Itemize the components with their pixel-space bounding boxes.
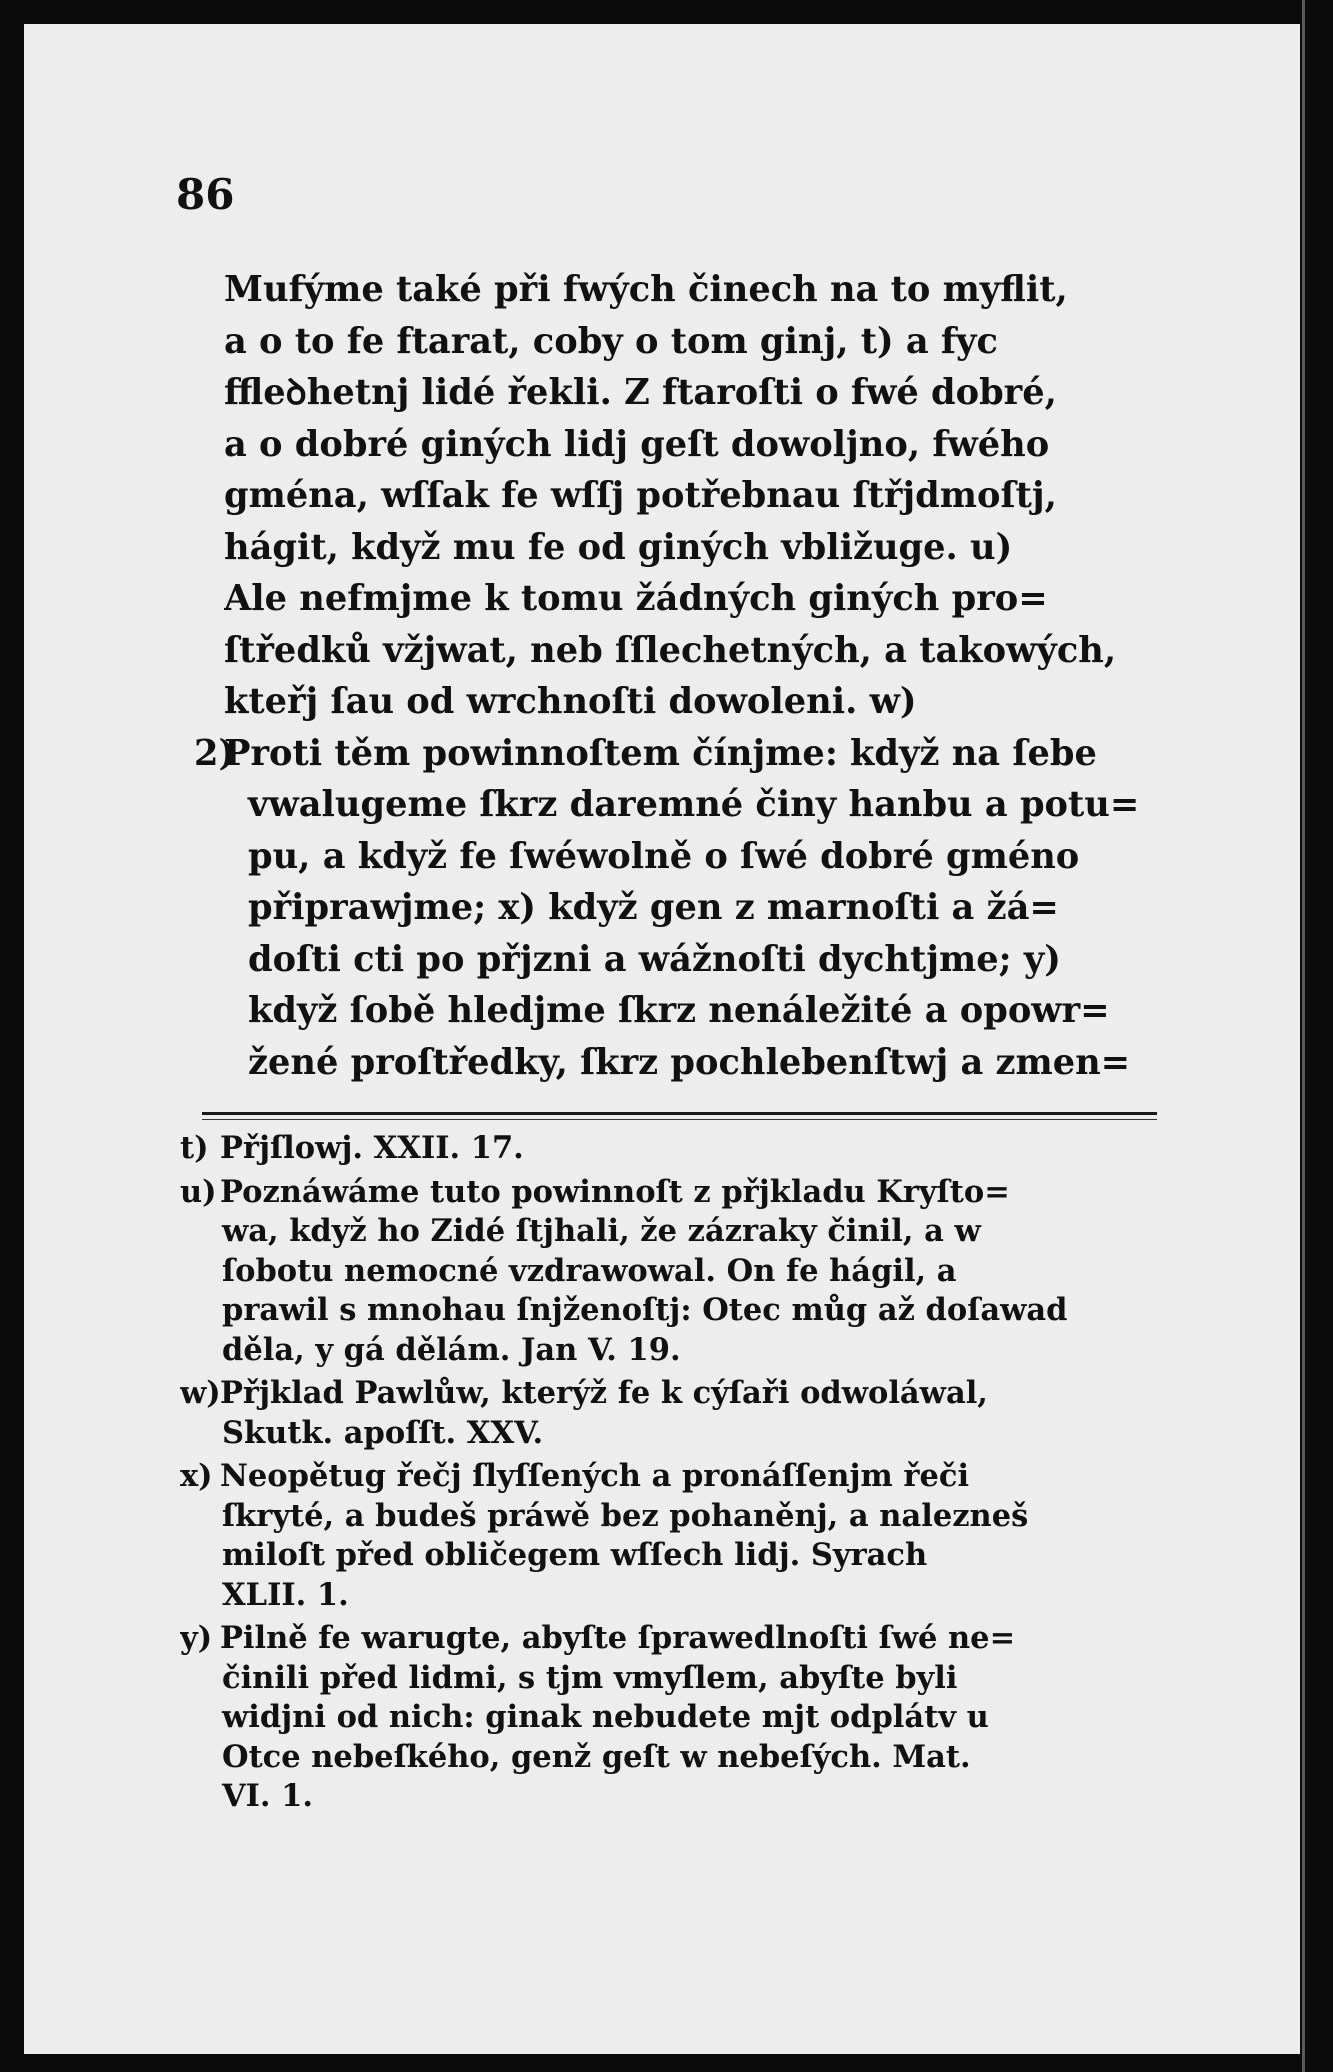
text-line: Ale nefmjme k tomu žádných giných pro= xyxy=(224,578,1048,619)
footnote-text: Přjſlowj. XXII. 17. xyxy=(220,1130,524,1166)
footnote-line: XLII. 1. xyxy=(222,1576,349,1613)
footnote xyxy=(180,1173,1160,1371)
text-line: Mufýme také při fwých činech na to myflit, xyxy=(224,269,1068,310)
main-text xyxy=(194,264,1154,1088)
footnote-separator-thin xyxy=(202,1119,1157,1120)
text-line: vwalugeme ſkrz daremné činy hanbu a potu= xyxy=(248,784,1140,825)
footnote-marker: w) xyxy=(180,1375,221,1411)
text-line: když ſobě hledjme ſkrz nenáležité a opowr= xyxy=(248,990,1110,1031)
text-line: ffleꝺhetnj lidé řekli. Z ftaroſti o fwé dobré, xyxy=(224,372,1057,413)
footnote xyxy=(180,1457,1160,1615)
text-line: a o dobré giných lidj geſt dowoljno, fwého xyxy=(224,423,1050,465)
footnote-first-line xyxy=(180,1374,1160,1414)
page-edge-line xyxy=(1302,0,1305,2072)
footnote xyxy=(180,1619,1160,1817)
list-item-2 xyxy=(194,728,1154,1089)
footnote-separator xyxy=(202,1112,1157,1115)
footnote-marker: t) xyxy=(180,1130,209,1166)
footnote-line: prawil s mnohau ſnjženoſtj: Otec můg až doſawad xyxy=(222,1292,1068,1328)
footnote-first-line xyxy=(180,1457,1160,1497)
footnote-text: Pilně fe warugte, abyſte ſprawedlnoſti ſwé ne= xyxy=(220,1620,1016,1656)
text-line: gména, wſſak fe wſſj potřebnau ſtřjdmoſtj, xyxy=(224,475,1057,516)
footnote-line: wa, když ho Zidé ſtjhali, že zázraky činil, a w xyxy=(222,1213,981,1249)
text-line: žené proſtředky, ſkrz pochlebenſtwj a zmen= xyxy=(248,1041,1131,1083)
footnote-text: Přjklad Pawlůw, kterýž fe k cýſaři odwoláwal, xyxy=(220,1375,988,1411)
text-line: Proti těm powinnoſtem čínjme: když na ſebe xyxy=(224,732,1097,774)
footnote-line: miloſt před obličegem wſſech lidj. Syrach xyxy=(222,1537,928,1573)
footnote-line: Skutk. apoſſt. XXV. xyxy=(222,1414,544,1451)
footnote-first-line xyxy=(180,1173,1160,1213)
footnote-line: ſkryté, a budeš práwě bez pohaněnj, a nalezneš xyxy=(222,1497,1029,1534)
list-item-2-text xyxy=(224,728,1154,1089)
footnote-marker: u) xyxy=(180,1173,217,1210)
footnote-line: ſobotu nemocné vzdrawowal. On fe hágil, a xyxy=(222,1252,957,1289)
book-page xyxy=(24,24,1300,2054)
text-line: hágit, když mu fe od giných vbližuge. u) xyxy=(224,526,1013,568)
footnote-line: Otce nebeſkého, genž geſt w nebeſých. Mat. xyxy=(222,1738,971,1775)
text-line: pu, a když fe ſwéwolně o ſwé dobré gméno xyxy=(248,835,1080,877)
text-line: ſtředků vžjwat, neb ſſlechetných, a takowých, xyxy=(224,629,1117,671)
list-item-marker: 2) xyxy=(194,732,236,774)
footnote-line: widjni od nich: ginak nebudete mjt odplátv u xyxy=(222,1699,989,1735)
page-number: 86 xyxy=(176,170,235,219)
footnotes xyxy=(180,1129,1160,1821)
text-line: připrawjme; x) když gen z marnoſti a žá= xyxy=(248,887,1059,928)
footnote-line: činili před lidmi, s tjm vmyſlem, abyſte byli xyxy=(222,1659,958,1696)
main-paragraph xyxy=(224,264,1154,728)
footnote-line: děla, y gá dělám. Jan V. 19. xyxy=(222,1331,681,1368)
footnote xyxy=(180,1374,1160,1453)
text-line: kteřj ſau od wrchnoſti dowoleni. w) xyxy=(224,681,917,722)
footnote xyxy=(180,1129,1160,1169)
footnote-text: Neopětug řečj ſlyſſených a pronáſſenjm řeči xyxy=(220,1458,970,1494)
footnote-marker: x) xyxy=(180,1458,213,1494)
footnote-first-line xyxy=(180,1619,1160,1659)
footnote-text: Poznáwáme tuto powinnoſt z přjkladu Kryſto= xyxy=(220,1173,1010,1210)
footnote-line: VI. 1. xyxy=(222,1778,314,1814)
footnote-first-line xyxy=(180,1129,1160,1169)
text-line: a o to fe ftarat, coby o tom ginj, t) a fyc xyxy=(224,320,998,362)
footnote-marker: y) xyxy=(180,1620,213,1656)
text-line: doſti cti po přjzni a wážnoſti dychtjme; y) xyxy=(248,938,1061,980)
